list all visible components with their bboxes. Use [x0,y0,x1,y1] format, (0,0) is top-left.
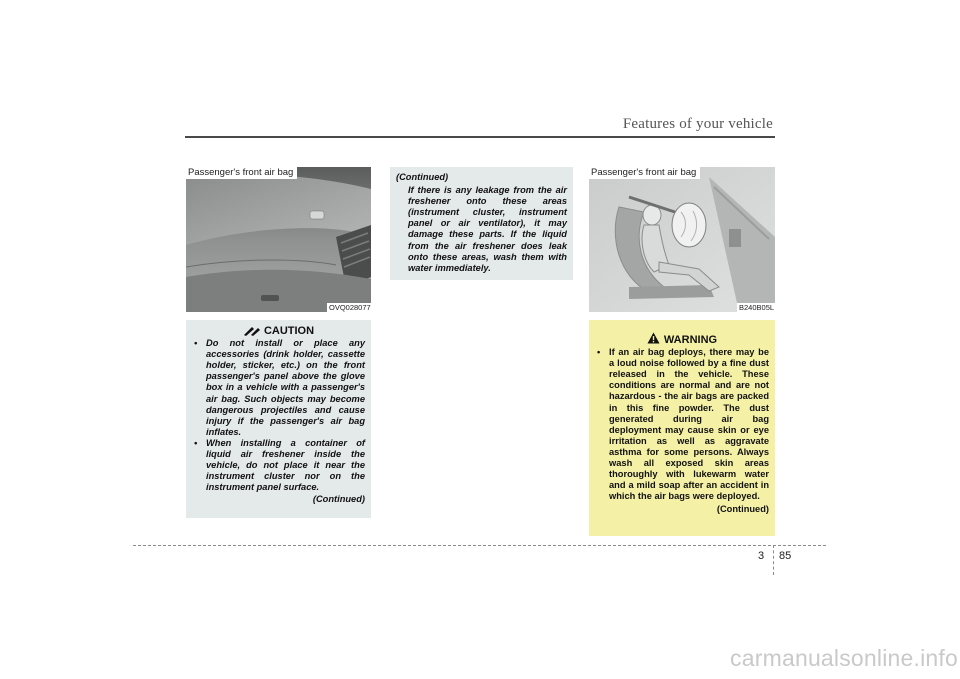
warning-continued: (Continued) [716,504,769,515]
chapter-number: 3 [758,550,765,562]
warning-title: WARNING [663,334,718,346]
wrench-pencil-icon [243,326,261,336]
page-number: 85 [779,550,792,562]
caution-header [192,326,365,337]
continued-label: (Continued) [396,172,449,182]
caution-item: • Do not install or place any accessories (drink holder, cassette holder, sticker, etc.) on the front passenger's panel above the glove box in a vehicle with a passenger's air bag. Such objects may become dangerous projectiles and cause injury if the passenger's air bag inflates. [194,338,365,437]
airbag-figure [589,167,775,312]
page-divider [773,545,774,575]
watermark: carmanualsonline.info [730,645,958,671]
figure-code-left: OVQ028077 [329,303,371,312]
warning-list [595,347,769,502]
figure-code-right: B240B05L [739,303,775,312]
caution-list [192,338,365,493]
dashboard-figure [186,167,371,312]
section-title: Features of your vehicle [622,116,773,132]
figure-caption-right: Passenger's front air bag [589,167,700,179]
caution-item: • When installing a container of liquid air freshener inside the vehicle, do not place it near the instrument cluster nor on the instrument panel surface. [194,437,365,493]
caution-box [186,320,371,518]
caution-continued: (Continued) [312,494,365,505]
dashboard-illustration [186,167,371,312]
warning-item: • If an air bag deploys, there may be a loud noise followed by a fine dust released in the vehicle. These conditions are normal and are not hazardous - the air bags are packed in this fine powder. The dust generated during air bag deployment may cause skin or eye irritation as well as aggravate asthma for some persons. Always wash all exposed skin areas thoroughly with lukewarm water and a mild soap after an accident in which the air bags were deployed. [597,347,769,502]
figure-caption-left: Passenger's front air bag [186,167,297,179]
warning-triangle-icon [647,332,660,344]
warning-box [589,320,775,536]
warning-header [595,332,769,346]
airbag-illustration [589,167,775,312]
header-rule [185,136,775,138]
caution-title: CAUTION [263,325,315,337]
caution-continued-box [390,167,573,280]
footer-rule [133,545,826,546]
continued-text: If there is any leakage from the air freshener onto these areas (instrument cluster, instrument panel or air ventilator), it may damage these parts. If the liquid from the air freshener does leak onto these areas, wash them with water immediately. [408,185,567,273]
